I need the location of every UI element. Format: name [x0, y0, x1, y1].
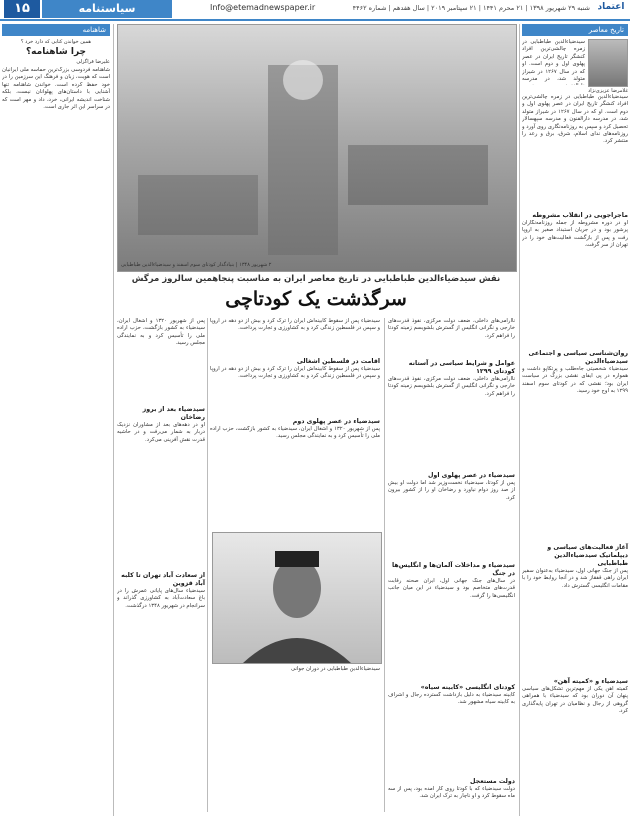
contact-email[interactable]: Info@etemadnewspaper.ir: [210, 3, 316, 12]
author-photo: [588, 39, 628, 87]
section-heading: سیدضیاء در عصر پهلوی اول: [427, 472, 515, 479]
col-a-intro: سیدضیاء پس از سقوط کابینه‌اش ایران را ترک کرد و بیش از دو دهه در اروپا و سپس در فلسطین زندگی کرد و به کشاورزی و تجارت پرداخت.: [210, 318, 380, 332]
section-heading: روان‌شناسی سیاسی و اجتماعی سیدضیاءالدین: [528, 350, 628, 365]
section-heading: از سعادت آباد تهران تا کلبه آباد قزوین: [121, 572, 205, 587]
section-heading: عوامل و شرایط سیاسی در آستانه کودتای ۱۲۹۹: [408, 360, 515, 375]
intro-text-cont: سیدضیاءالدین طباطبایی در زمره چالشی‌ترین افراد کنشگر تاریخ ایران در عصر پهلوی اول و دوم است. او که در سال ۱۲۶۷ در شیراز متولد شد، در مدرسه دارالفنون و مدرسه سپهسالار تحصیل کرد و سپس به روزنامه‌نگاری روی آورد و روزنامه‌های ندای اسلام، شرق، برق و رعد را منتشر کرد.: [522, 94, 628, 145]
main-photo-caption: ۲ شهریور ۱۳۴۸ | بنیادگذار کودتای سوم اسفند و سیدضیاءالدین طباطبایی: [121, 262, 272, 268]
section-heading: ماجراجویی در انقلاب مشروطه: [532, 212, 628, 219]
column-divider: [207, 318, 208, 812]
section-body: پس از جنگ جهانی اول، سیدضیاء به‌عنوان سفیر ایران راهی قفقاز شد و در آنجا روابط خود را با مقامات انگلیسی گسترش داد.: [522, 568, 628, 589]
main-photo: [117, 24, 517, 272]
section-body: سیدضیاء پس از سقوط کابینه‌اش ایران را ترک کرد و بیش از دو دهه در اروپا و سپس در فلسطین زندگی کرد و به کشاورزی و تجارت پرداخت.: [210, 366, 380, 380]
section-heading: سیدضیاء و «کمیته آهن»: [553, 678, 628, 685]
section-title: سیاستنامه: [42, 0, 172, 18]
left-column-tag: شاهنامه: [2, 24, 110, 36]
main-col-c: [117, 318, 205, 818]
author-caption: غلامرضا عزیزی‌نژاد: [588, 88, 628, 94]
left-author: علیرضا قراگزلی: [76, 59, 110, 65]
portrait-photo: [212, 532, 382, 664]
right-column-tag: تاریخ معاصر: [522, 24, 628, 36]
portrait-placeholder: [213, 533, 381, 663]
elderly-man-photo-placeholder: [118, 25, 516, 271]
page-number: ۱۵: [4, 0, 40, 18]
section-heading: سیدضیاء بعد از بروز رضا‌خان: [142, 406, 205, 421]
section-body: او در دوره مشروطه از جمله روزنامه‌نگاران پرشور بود و در جریان استبداد صغیر به اروپا رفت و پس از بازگشت فعالیت‌های خود را در تهران از سر گرفت.: [522, 220, 628, 249]
section-body: دولت سیدضیاء که با کودتا روی کار آمده بود، پس از سه ماه سقوط کرد و او ناچار به ترک ایران شد.: [388, 786, 515, 800]
intro-text: سیدضیاءالدین طباطبایی در زمره چالشی‌ترین افراد کنشگر تاریخ ایران در عصر پهلوی اول و دوم است. او که در سال ۱۲۶۷ در شیراز متولد شد، در مدرسه: [522, 39, 585, 83]
top-rule: [0, 19, 630, 21]
section-heading: آغاز فعالیت‌های سیاسی و دیپلماتیک سیدضیاءالدین طباطبایی: [547, 544, 628, 567]
column-divider: [113, 24, 114, 816]
section-body: سیدضیاء شخصیتی جاه‌طلب و پرتکاپو داشت و همواره در پی ایفای نقشی بزرگ در سیاست ایران بود؛ نقشی که در کودتای سوم اسفند ۱۲۹۹ به اوج خود رسید.: [522, 366, 628, 395]
section-heading: دولت مستعجل: [470, 778, 515, 785]
section-heading: اقامت در فلسطین اشغالی: [296, 358, 380, 365]
main-col-a-top: [210, 318, 380, 486]
left-title: چرا شاهنامه؟: [25, 47, 87, 57]
section-heading: سیدضیاء و مداخلات آلمان‌ها و انگلیس‌ها در جنگ: [392, 562, 515, 577]
portrait-caption: سیدضیاءالدین طباطبایی در دوران جوانی: [291, 666, 380, 672]
col-c-body: پس از شهریور ۱۳۲۰ و اشغال ایران، سیدضیاء به کشور بازگشت، حزب اراده ملی را تأسیس کرد و به نمایندگی مجلس رسید.: [117, 318, 205, 347]
main-col-b: [388, 318, 515, 836]
right-column: [522, 24, 628, 806]
section-body: پس از کودتا، سیدضیاء نخست‌وزیر شد اما دولت او بیش از صد روز دوام نیاورد و رضاخان او را از کشور بیرون کرد.: [388, 480, 515, 501]
left-column: [2, 24, 110, 809]
section-body: کمیته آهن یکی از مهم‌ترین تشکل‌های سیاسی پنهان آن دوران بود که سیدضیاء با همراهی گروهی از رجال و نظامیان در تهران پایه‌گذاری کرد.: [522, 686, 628, 715]
col-b-intro: ناآرامی‌های داخلی، ضعف دولت مرکزی، نفوذ قدرت‌های خارجی و نگرانی انگلیس از گسترش بلشویسم زمینه کودتا را فراهم کرد.: [388, 318, 515, 339]
section-body: سیدضیاء سال‌های پایانی عمرش را در باغ سعادت‌آباد به کشاورزی گذراند و سرانجام در شهریور ۱۳۴۸ درگذشت.: [117, 588, 205, 609]
section-body: در سال‌های جنگ جهانی اول، ایران صحنه رقابت قدرت‌های متخاصم بود و سیدضیاء در این میان جانب انگلیسی‌ها را گرفت.: [388, 578, 515, 599]
section-heading: سیدضیاء در عصر پهلوی دوم: [292, 418, 380, 425]
section-heading: کودتای انگلیسی «کابینه سیاه»: [420, 684, 515, 691]
column-divider: [384, 318, 385, 812]
section-body: پس از شهریور ۱۳۲۰ و اشغال ایران، سیدضیاء به کشور بازگشت، حزب اراده ملی را تأسیس کرد و به نمایندگی مجلس رسید.: [210, 426, 380, 440]
section-body: او در دهه‌های بعد از مشاوران نزدیک دربار به شمار می‌رفت و در حاشیه قدرت نقش آفرینی می‌کرد.: [117, 422, 205, 443]
kicker: نقش سیدضیاءالدین طباطبایی در تاریخ معاصر ایران به مناسبت پنجاهمین سالروز مرگش: [131, 274, 501, 284]
issue-info: شنبه ۲۹ شهریور ۱۳۹۸ | ۲۱ محرم ۱۴۴۱ | ۲۱ سپتامبر ۲۰۱۹ | سال هفدهم | شماره ۴۴۶۲: [352, 4, 590, 12]
headline: سرگذشت یک کودتاچی: [225, 288, 407, 310]
column-divider: [519, 24, 520, 816]
left-question: همین خواندن کتابی که دارد خرد ؟: [20, 39, 92, 45]
section-body: ناآرامی‌های داخلی، ضعف دولت مرکزی، نفوذ قدرت‌های خارجی و نگرانی انگلیس از گسترش بلشویسم زمینه کودتا را فراهم کرد.: [388, 376, 515, 397]
section-body: کابینه سیدضیاء به دلیل بازداشت گسترده رجال و اشراف به کابینه سیاه مشهور شد.: [388, 692, 515, 706]
newspaper-logo: اعتماد: [597, 2, 625, 12]
left-body: شاهنامه فردوسی بزرگ‌ترین حماسه ملی ایرانیان است که هویت، زبان و فرهنگ این سرزمین را در خود حفظ کرده است. خواندن شاهنامه تنها آشنایی با داستان‌های پهلوانان نیست، بلکه شناخت اندیشه ایرانی، خرد، داد و مهر است که در سراسر این اثر جاری است.: [2, 67, 110, 111]
